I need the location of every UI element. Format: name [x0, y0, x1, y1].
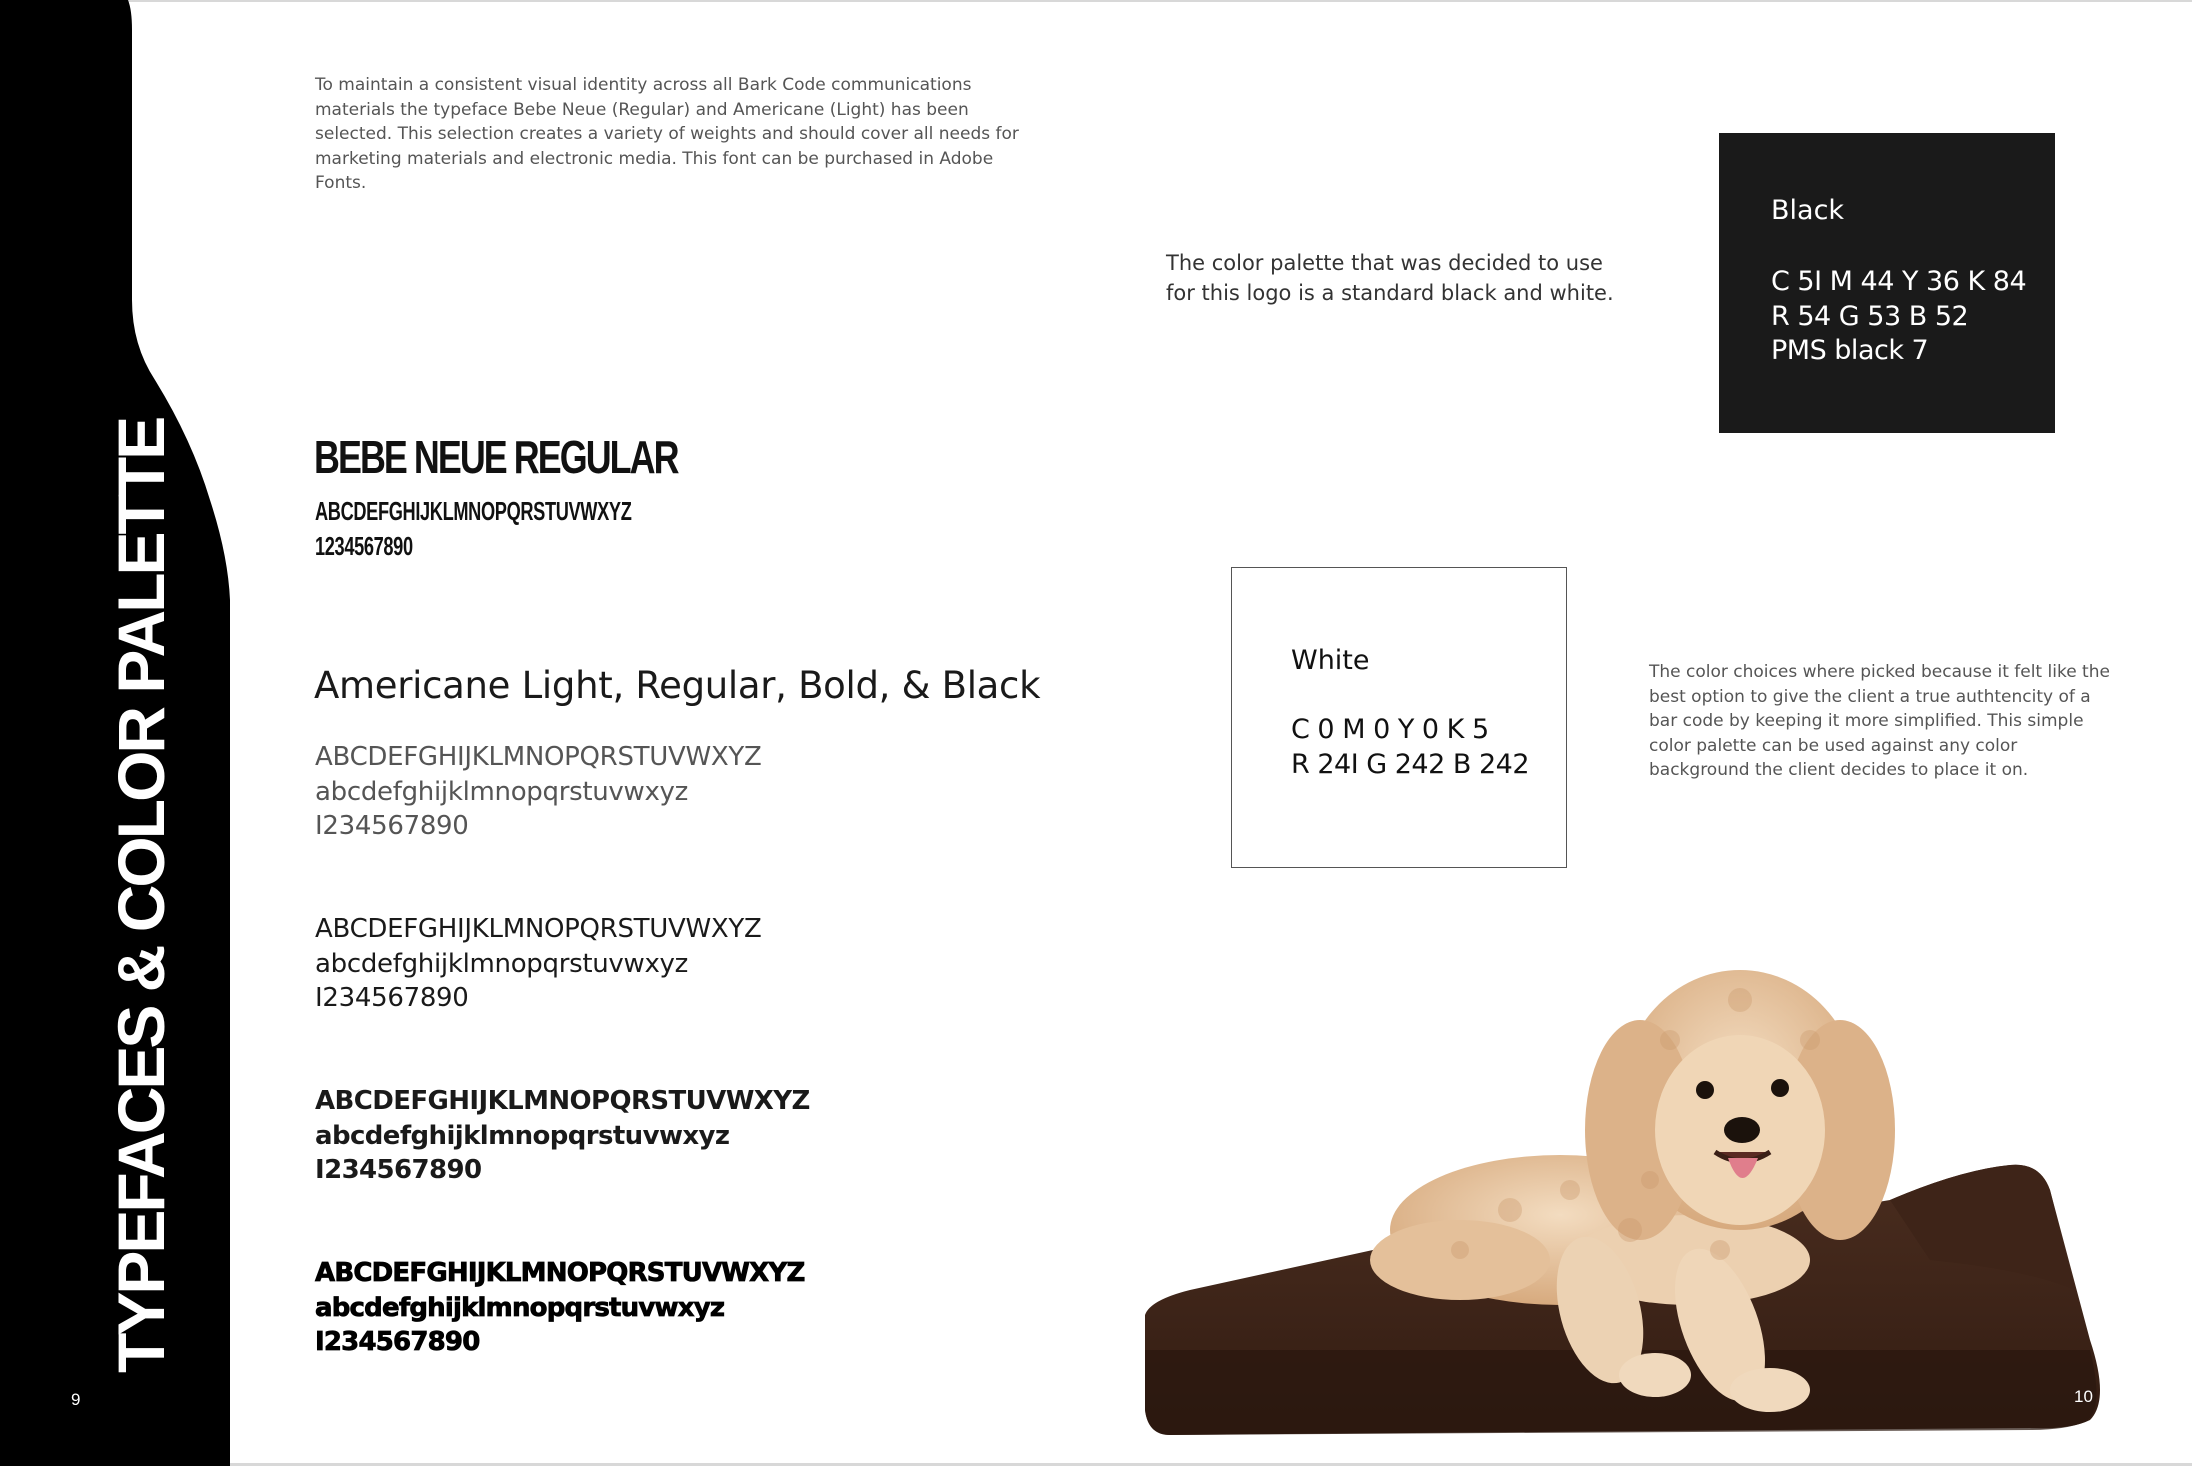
americane-regular-sample	[315, 914, 761, 1018]
swatch-values	[1771, 265, 2026, 369]
sample-uppercase: ABCDEFGHIJKLMNOPQRSTUVWXYZ	[315, 742, 762, 772]
sample-lowercase: abcdefghijklmnopqrstuvwxyz	[315, 1292, 725, 1323]
sample-lowercase: abcdefghijklmnopqrstuvwxyz	[315, 1120, 730, 1151]
bebe-numbers: 1234567890	[315, 531, 413, 561]
swatch-name: White	[1291, 645, 1370, 676]
sample-numbers: I234567890	[315, 983, 469, 1013]
swatch-cmyk: C 0 M 0 Y 0 K 5	[1291, 714, 1489, 745]
americane-bold-sample	[315, 1086, 810, 1190]
swatch-rgb: R 24I G 242 B 242	[1291, 748, 1530, 780]
bebe-neue-sample	[315, 494, 631, 564]
swatch-values	[1291, 713, 1529, 782]
sample-lowercase: abcdefghijklmnopqrstuvwxyz	[315, 776, 688, 807]
white-swatch	[1231, 567, 1567, 868]
swatch-rgb: R 54 G 53 B 52	[1771, 300, 1969, 332]
swatch-name: Black	[1771, 195, 1845, 226]
palette-rationale: The color choices where picked because it felt like the best option to give the client a true authtencity of a bar code by keeping it more simplified. This simple color palette can be used against any color background the client decides to place it on.	[1649, 662, 2110, 780]
americane-black-sample	[315, 1258, 805, 1362]
dog-on-bed-image	[1130, 930, 2150, 1450]
sample-lowercase: abcdefghijklmnopqrstuvwxyz	[315, 948, 688, 979]
intro-paragraph: To maintain a consistent visual identity across all Bark Code communications materials the typeface Bebe Neue (Regular) and Americane (Light) has been selected. This selection creates a variety of weights and should cover all needs for marketing materials and electronic media. This font can be purchased in Adobe Fonts.	[315, 75, 1019, 193]
sample-uppercase: ABCDEFGHIJKLMNOPQRSTUVWXYZ	[315, 1258, 805, 1288]
sample-numbers: I234567890	[315, 1155, 482, 1185]
page-number-left: 9	[71, 1390, 81, 1409]
sample-uppercase: ABCDEFGHIJKLMNOPQRSTUVWXYZ	[315, 1086, 810, 1116]
spine-title: TYPEFACES & COLOR PALETTE	[104, 418, 178, 1373]
swatch-cmyk: C 5I M 44 Y 36 K 84	[1771, 266, 2027, 297]
bebe-neue-heading: BEBE NEUE REGULAR	[314, 431, 678, 483]
swatch-pms: PMS black 7	[1771, 335, 1929, 366]
americane-light-sample	[315, 742, 761, 846]
top-divider	[0, 0, 2192, 2]
black-swatch	[1719, 133, 2055, 433]
sample-uppercase: ABCDEFGHIJKLMNOPQRSTUVWXYZ	[315, 914, 762, 944]
palette-intro: The color palette that was decided to use for this logo is a standard black and white.	[1166, 251, 1614, 305]
bebe-uppercase: ABCDEFGHIJKLMNOPQRSTUVWXYZ	[315, 496, 632, 526]
sample-numbers: I234567890	[315, 811, 469, 841]
sample-numbers: I234567890	[315, 1327, 480, 1357]
page-number-right: 10	[2074, 1387, 2093, 1406]
americane-heading: Americane Light, Regular, Bold, & Black	[314, 664, 1041, 707]
